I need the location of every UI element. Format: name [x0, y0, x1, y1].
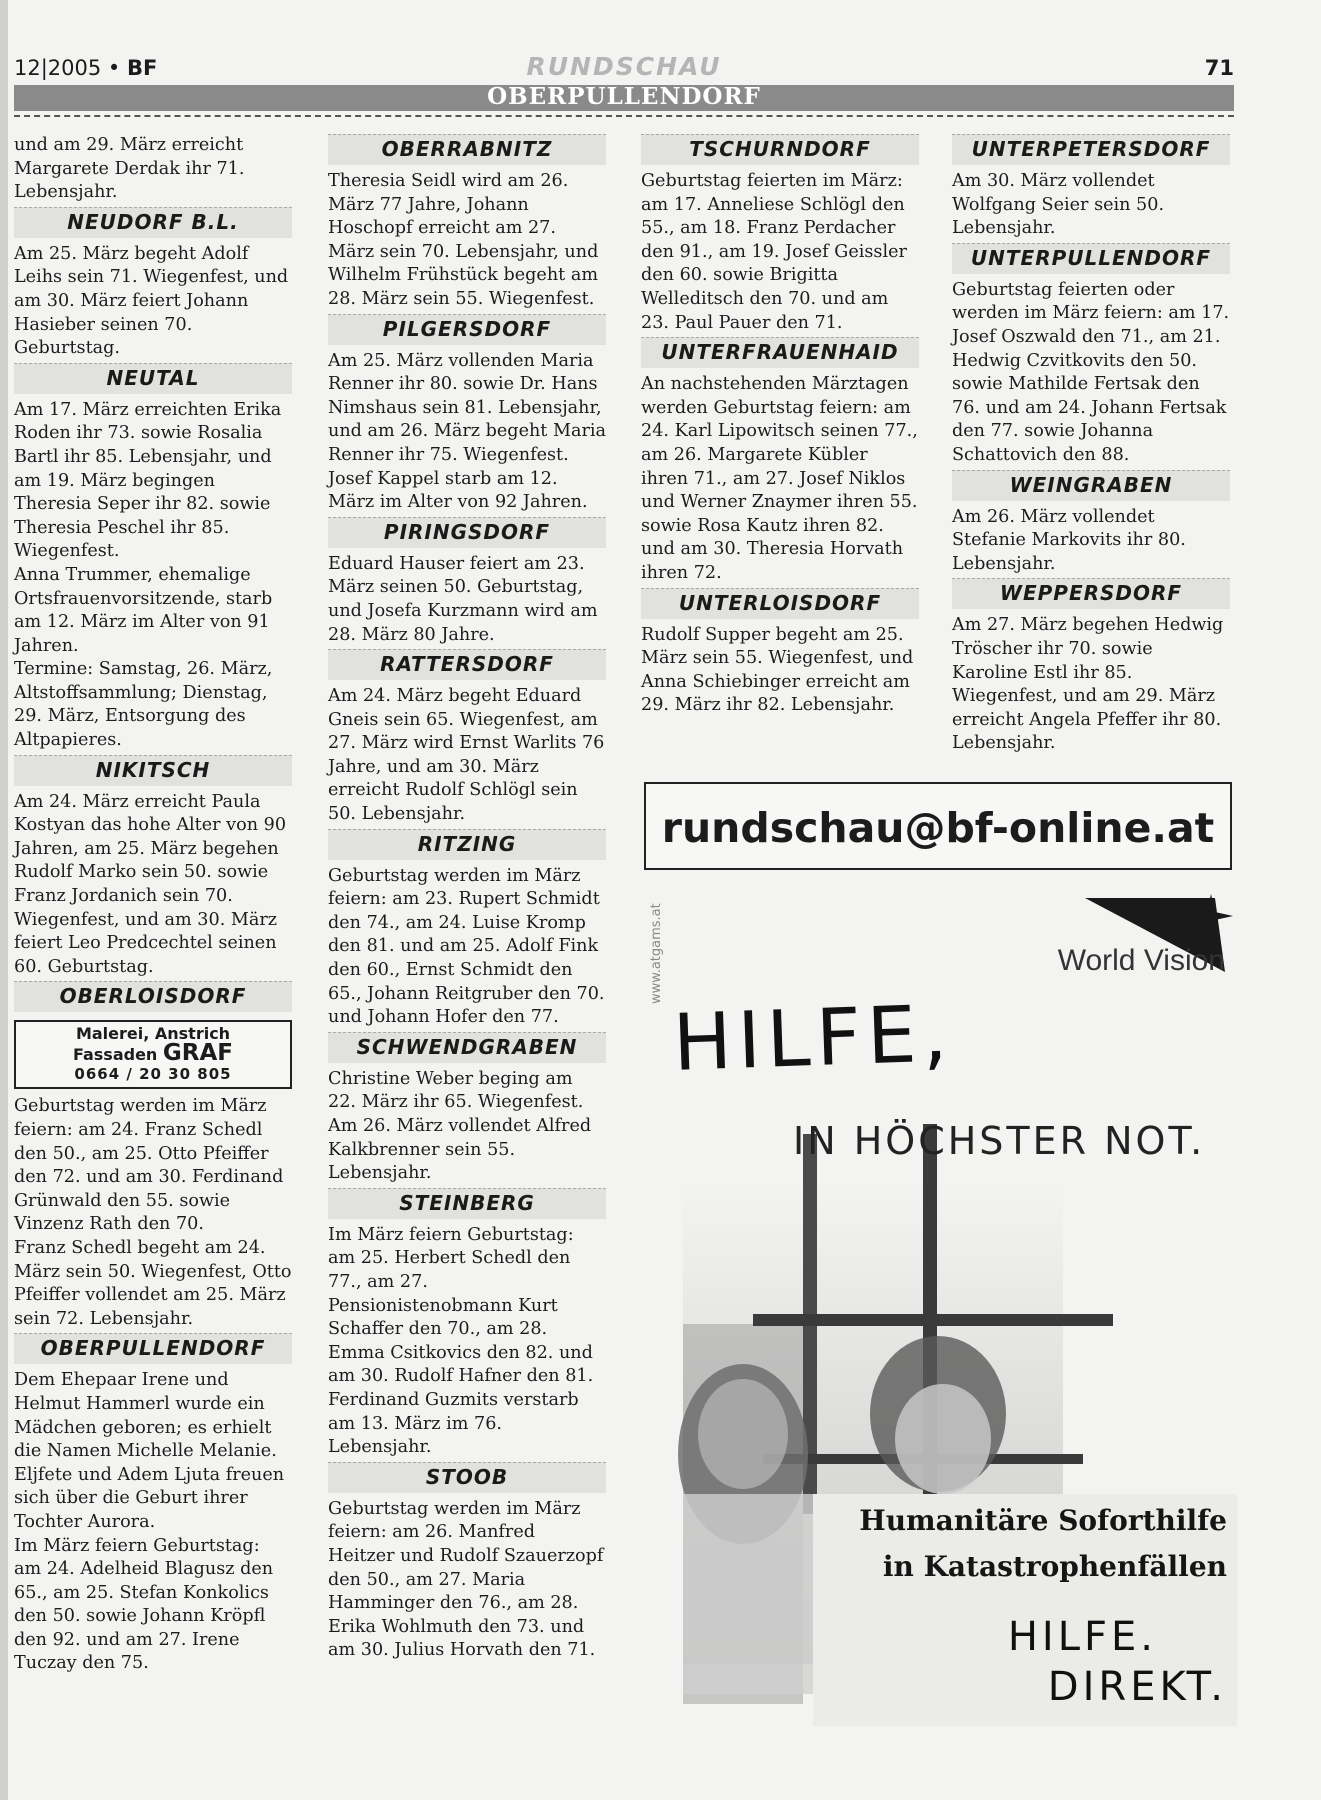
column-4: [952, 134, 1230, 756]
header-divider: [14, 115, 1234, 117]
region-title: OBERPULLENDORF: [487, 83, 761, 110]
article-paragraph: Am 17. März erreichten Erika Roden ihr 73. sowie Rosalia Bartl ihr 85. Lebensjahr, und am 19. März begingen Theresia Seper ihr 82. sowie Theresia Peschel ihr 85. Wiegenfest.: [14, 399, 282, 562]
advert-closing-1: HILFE.: [1007, 1614, 1157, 1660]
advert-company: GRAF: [162, 1040, 233, 1067]
page-number: 71: [1204, 56, 1234, 80]
section-heading: OBERRABNITZ: [328, 134, 606, 165]
page-header: [14, 52, 1234, 86]
article-paragraph: Am 25. März vollenden Maria Renner ihr 80. sowie Dr. Hans Nimshaus sein 81. Lebensjahr, und am 26. März begeht Maria Renner ihr 75. Wiegenfest. Josef Kappel starb am 12. März im Alter von 92 Jahren.: [328, 350, 607, 513]
section-heading: UNTERPULLENDORF: [952, 243, 1230, 274]
advert-subline: IN HÖCHSTER NOT.: [793, 1119, 1206, 1163]
advert-text: Fassaden: [72, 1045, 163, 1065]
advert-line: [16, 1040, 290, 1067]
article-paragraph: Dem Ehepaar Irene und Helmut Hammerl wurde ein Mädchen geboren; es erhielt die Namen Michelle Melanie. Eljfete und Adem Ljuta freuen sich über die Geburt ihrer Tochter Aurora.: [14, 1370, 285, 1532]
column-3: [641, 134, 919, 718]
section-heading: UNTERPETERSDORF: [952, 134, 1230, 165]
advert-headline: HILFE,: [671, 989, 955, 1089]
article-paragraph: Im März feiern Geburtstag: am 24. Adelheid Blagusz den 65., am 25. Stefan Konkolics den 50. sowie Johann Kröpfl den 92. und am 27. Irene Tuczay den 75.: [14, 1535, 274, 1674]
section-heading: OBERPULLENDORF: [14, 1333, 292, 1364]
section-heading: RITZING: [328, 829, 606, 860]
article-paragraph: Eduard Hauser feiert am 23. März seinen 50. Geburtstag, und Josefa Kurzmann wird am 28. März 80 Jahre.: [328, 553, 598, 645]
article-paragraph: Anna Trummer, ehemalige Ortsfrauenvorsitzende, starb am 12. März im Alter von 91 Jahren.: [14, 564, 273, 656]
advert-tagline-2: in Katastrophenfällen: [882, 1550, 1227, 1583]
column-1: [14, 134, 292, 1676]
section-heading: PIRINGSDORF: [328, 517, 606, 548]
article-paragraph: Christine Weber beging am 22. März ihr 65. Wiegenfest.: [328, 1068, 584, 1113]
article-paragraph: Geburtstag feierten oder werden im März feiern: am 17. Josef Oszwald den 71., am 21. Hedwig Czvitkovits den 50. sowie Mathilde Fertsak den 76. und am 24. Johann Fertsak den 77. sowie Johanna Schattovich den 88.: [952, 279, 1230, 465]
brand-name: World Vision: [1057, 944, 1225, 977]
article-paragraph: und am 29. März erreicht Margarete Derdak ihr 71. Lebensjahr.: [14, 135, 245, 203]
article-paragraph: Am 26. März vollendet Alfred Kalkbrenner sein 55. Lebensjahr.: [328, 1116, 592, 1184]
email-box[interactable]: [644, 782, 1232, 870]
section-heading: NEUDORF B.L.: [14, 207, 292, 238]
page-edge: [0, 0, 8, 1800]
section-heading: PILGERSDORF: [328, 314, 606, 345]
article-paragraph: Theresia Seidl wird am 26. März 77 Jahre, Johann Hoschopf erreicht am 27. März sein 70. Lebensjahr, und Wilhelm Frühstück begeht am 28. März sein 55. Wiegenfest.: [328, 171, 599, 309]
advert-credit: www.atgams.at: [649, 903, 664, 1004]
article-paragraph: Franz Schedl begeht am 24. März sein 50. Wiegenfest, Otto Pfeiffer vollendet am 25. März sein 72. Lebensjahr.: [14, 1237, 292, 1329]
section-heading: NIKITSCH: [14, 755, 292, 786]
section-heading: OBERLOISDORF: [14, 981, 292, 1012]
world-vision-advert: [643, 894, 1237, 1726]
advert-tagline-1: Humanitäre Soforthilfe: [859, 1504, 1227, 1537]
article-paragraph: Geburtstag feierten im März: am 17. Anneliese Schlögl den 55., am 18. Franz Perdacher den 91., am 19. Josef Geissler den 60. sowie Brigitta Welleditsch den 70. und am 23. Paul Pauer den 71.: [641, 171, 907, 333]
article-paragraph: Geburtstag werden im März feiern: am 24. Franz Schedl den 50., am 25. Otto Pfeiffer den 72. und am 30. Ferdinand Grünwald den 55. sowie Vinzenz Rath den 70.: [14, 1096, 284, 1235]
article-paragraph: Geburtstag werden im März feiern: am 26. Manfred Heitzer und Rudolf Szauerzopf den 50., am 27. Maria Hamminger den 76., am 28. Erika Wohlmuth den 73. und am 30. Julius Horvath den 71.: [328, 1498, 604, 1661]
section-heading: UNTERFRAUENHAID: [641, 337, 919, 368]
section-heading: UNTERLOISDORF: [641, 588, 919, 619]
issue-info: 12|2005 • BF: [14, 56, 158, 80]
article-paragraph: Geburtstag werden im März feiern: am 23. Rupert Schmidt den 74., am 24. Luise Kromp den 81. und am 25. Adolf Fink den 60., Ernst Schmidt den 65., Johann Reitgruber den 70. und Johann Hofer den 77.: [328, 865, 605, 1028]
section-heading: NEUTAL: [14, 363, 292, 394]
email-address[interactable]: rundschau@bf-online.at: [661, 804, 1215, 852]
article-paragraph: Rudolf Supper begeht am 25. März sein 55. Wiegenfest, und Anna Schiebinger erreicht am 29. März ihr 82. Lebensjahr.: [641, 624, 914, 716]
section-heading: WEPPERSDORF: [952, 578, 1230, 609]
article-paragraph: Am 24. März erreicht Paula Kostyan das hohe Alter von 90 Jahren, am 25. März begehen Rudolf Marko sein 50. sowie Franz Jordanich sein 70. Wiegenfest, und am 30. März feiert Leo Predcechtel seinen 60. Geburtstag.: [14, 791, 287, 977]
article-paragraph: Am 26. März vollendet Stefanie Markovits ihr 80. Lebensjahr.: [952, 506, 1186, 574]
article-paragraph: Am 25. März begeht Adolf Leihs sein 71. Wiegenfest, und am 30. März feiert Johann Hasieber seinen 70. Geburtstag.: [14, 243, 289, 359]
issue-number: 12|2005: [14, 56, 102, 80]
advert-line: Malerei, Anstrich: [75, 1024, 231, 1044]
section-title: RUNDSCHAU: [526, 52, 722, 81]
section-heading: RATTERSDORF: [328, 649, 606, 680]
section-heading: TSCHURNDORF: [641, 134, 919, 165]
region-band: [14, 85, 1234, 111]
article-paragraph: Am 24. März begeht Eduard Gneis sein 65. Wiegenfest, am 27. März wird Ernst Warlits 76 Jahre, und am 30. März erreicht Rudolf Schlögl sein 50. Lebensjahr.: [328, 686, 605, 825]
article-paragraph: An nachstehenden Märztagen werden Geburtstag feiern: am 24. Karl Lipowitsch seinen 77., am 26. Margarete Kübler ihren 71., am 27. Josef Niklos und Werner Znaymer ihren 55. sowie Rosa Kautz ihren 82. und am 30. Theresia Horvath ihren 72.: [641, 374, 918, 583]
section-heading: WEINGRABEN: [952, 470, 1230, 501]
section-heading: STEINBERG: [328, 1188, 606, 1219]
advert-closing-2: DIREKT.: [1047, 1664, 1227, 1710]
section-heading: SCHWENDGRABEN: [328, 1032, 606, 1063]
section-heading: STOOB: [328, 1462, 606, 1493]
article-paragraph: Am 30. März vollendet Wolfgang Seier sein 50. Lebensjahr.: [952, 171, 1165, 239]
graf-advert: [14, 1020, 292, 1089]
publication-name: BF: [127, 56, 158, 80]
advert-phone: 0664 / 20 30 805: [74, 1065, 232, 1084]
column-2: [328, 134, 606, 1663]
article-paragraph: Termine: Samstag, 26. März, Altstoffsammlung; Dienstag, 29. März, Entsorgung des Altpapieres.: [14, 659, 273, 751]
article-paragraph: Am 27. März begehen Hedwig Tröscher ihr 70. sowie Karoline Estl ihr 85. Wiegenfest, und am 29. März erreicht Angela Pfeffer ihr 80. Lebensjahr.: [952, 615, 1224, 754]
article-paragraph: Im März feiern Geburtstag: am 25. Herbert Schedl den 77., am 27. Pensionistenobmann Kurt Schaffer den 70., am 28. Emma Csitkovics den 82. und am 30. Rudolf Hafner den 81. Ferdinand Guzmits verstarb am 13. März im 76. Lebensjahr.: [328, 1224, 594, 1458]
